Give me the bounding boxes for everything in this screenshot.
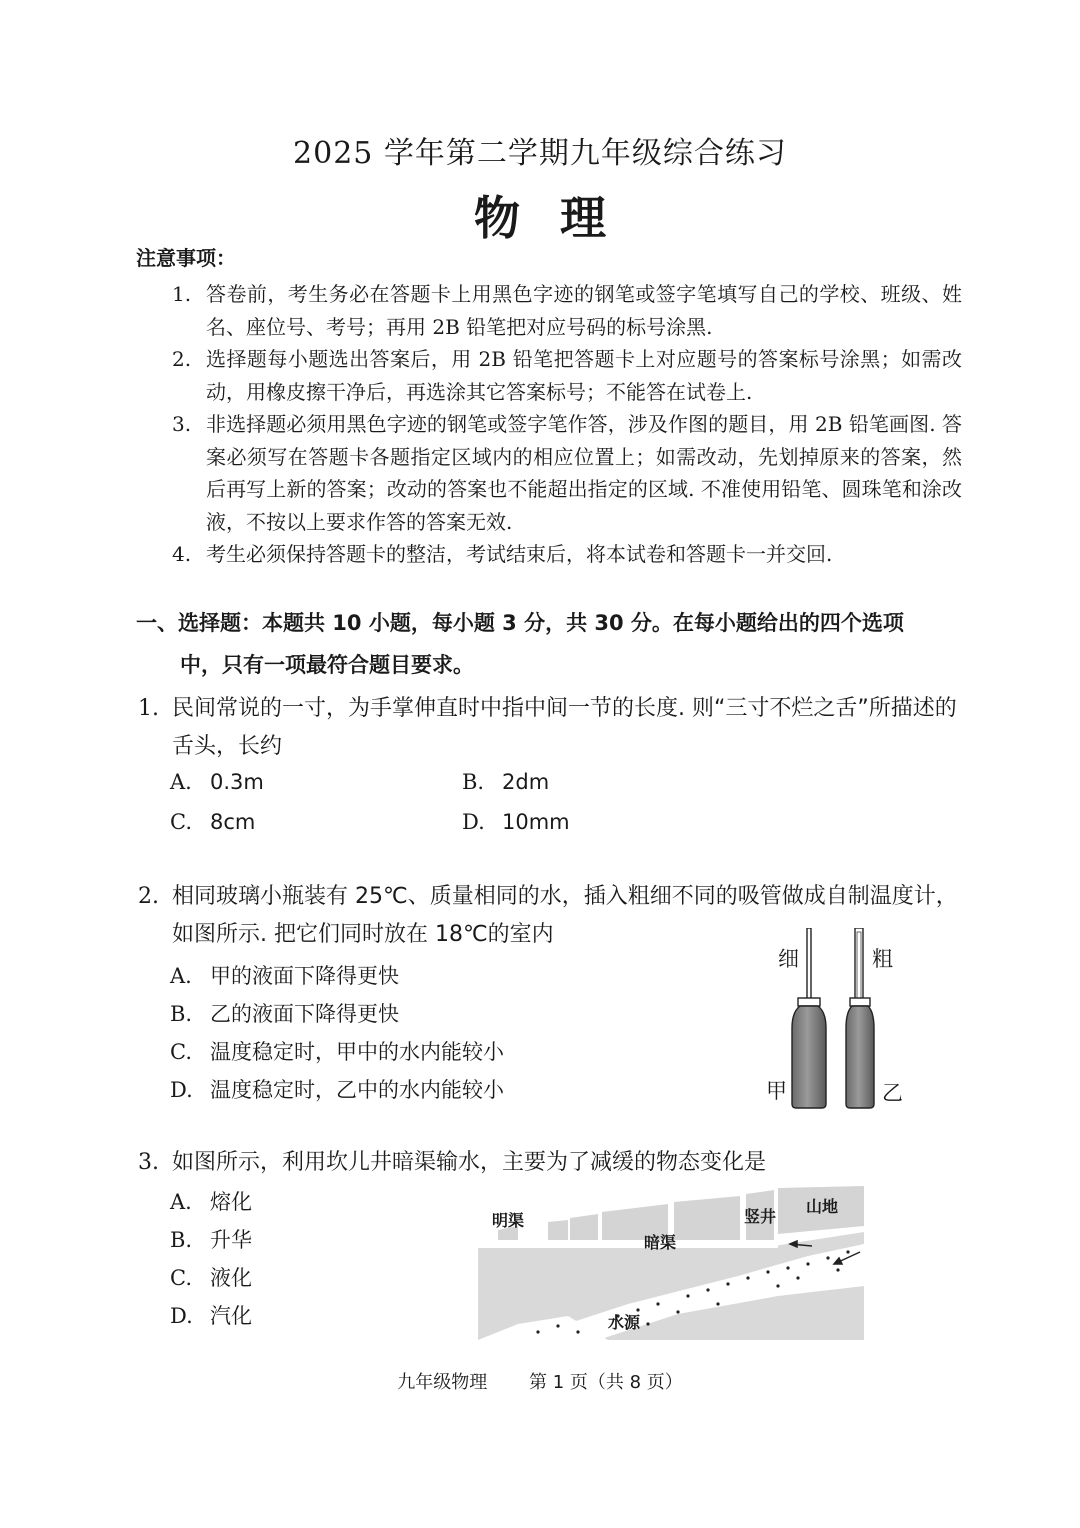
option-letter: B. (462, 770, 485, 794)
option-text: 乙的液面下降得更快 (210, 1002, 399, 1026)
option-a[interactable] (170, 770, 264, 794)
option-letter: C. (170, 1040, 192, 1064)
notice-list (172, 278, 962, 571)
option-letter: D. (462, 810, 485, 834)
option-c[interactable] (170, 1262, 252, 1292)
option-letter: A. (170, 1190, 192, 1214)
notice-item-number: 1. (172, 282, 192, 306)
option-text: 8cm (210, 810, 256, 834)
label-jia: 甲 (766, 1079, 787, 1103)
question-stem: 相同玻璃小瓶装有 25℃、质量相同的水，插入粗细不同的吸管做成自制温度计，如图所示. 把它们同时放在 18℃的室内 (172, 884, 958, 947)
option-b[interactable] (462, 770, 549, 794)
option-text: 甲的液面下降得更快 (210, 964, 399, 988)
footer-page-number: 第 1 页（共 8 页） (528, 1372, 683, 1393)
thermometer-bottles-figure (760, 928, 910, 1113)
option-text: 汽化 (210, 1304, 252, 1328)
option-d[interactable] (170, 1074, 504, 1104)
label-hidden-canal: 暗渠 (644, 1233, 677, 1252)
option-a[interactable] (170, 1186, 252, 1216)
notice-item-text: 考生必须保持答题卡的整洁，考试结束后，将本试卷和答题卡一并交回. (206, 542, 833, 566)
question-number: 2. (138, 884, 159, 909)
option-d[interactable] (170, 1300, 252, 1330)
option-c[interactable] (170, 1036, 504, 1066)
label-thick: 粗 (872, 947, 893, 971)
section-heading-line1: 一、选择题：本题共 10 小题，每小题 3 分，共 30 分。在每小题给出的四个选项 (136, 611, 904, 635)
question-stem: 民间常说的一寸，为手掌伸直时中指中间一节的长度. 则“三寸不烂之舌”所描述的舌头，长约 (172, 696, 957, 759)
question-1 (138, 690, 958, 766)
label-yi: 乙 (882, 1081, 903, 1105)
option-letter: A. (170, 770, 192, 794)
option-letter: C. (170, 1266, 192, 1290)
notice-item-text: 非选择题必须用黑色字迹的钢笔或签字笔作答，涉及作图的题目，用 2B 铅笔画图. 答案必须写在答题卡各题指定区域内的相应位置上；如需改动，先划掉原来的答案，然后再写上新的答案；改动的答案也不能超出指定的区域. 不准使用铅笔、圆珠笔和涂改液，不按以上要求作答的答案无效. (206, 412, 962, 534)
notice-item (172, 408, 962, 538)
question-number: 1. (138, 696, 159, 721)
option-d[interactable] (462, 810, 570, 834)
section-heading-line2: 中，只有一项最符合题目要求。 (180, 653, 474, 677)
question-3 (138, 1144, 958, 1182)
label-mountain: 山地 (806, 1197, 839, 1216)
option-letter: B. (170, 1002, 193, 1026)
option-letter: A. (170, 964, 192, 988)
option-text: 温度稳定时，乙中的水内能较小 (210, 1078, 504, 1102)
option-letter: D. (170, 1304, 193, 1328)
option-text: 10mm (502, 810, 570, 834)
label-water-source: 水源 (608, 1313, 641, 1332)
option-text: 熔化 (210, 1190, 252, 1214)
option-letter: C. (170, 810, 192, 834)
notice-item-number: 2. (172, 347, 192, 371)
option-text: 0.3m (210, 770, 264, 794)
notice-item (172, 343, 962, 408)
karez-diagram (478, 1186, 864, 1340)
option-b[interactable] (170, 998, 399, 1028)
notice-item (172, 538, 962, 571)
option-letter: D. (170, 1078, 193, 1102)
option-text: 液化 (210, 1266, 252, 1290)
thick-straw-bottle (846, 928, 874, 1108)
option-a[interactable] (170, 960, 399, 990)
label-shaft: 竖井 (744, 1207, 777, 1226)
notice-item-number: 4. (172, 542, 192, 566)
option-c[interactable] (170, 810, 255, 834)
question-stem: 如图所示，利用坎儿井暗渠输水，主要为了减缓的物态变化是 (172, 1150, 767, 1175)
label-thin: 细 (778, 947, 799, 971)
notice-item (172, 278, 962, 343)
section-heading (136, 602, 956, 686)
option-text: 升华 (210, 1228, 252, 1252)
option-b[interactable] (170, 1224, 252, 1254)
footer-subject: 九年级物理 (397, 1372, 488, 1393)
option-letter: B. (170, 1228, 193, 1252)
notice-heading: 注意事项： (136, 246, 236, 270)
option-text: 2dm (502, 770, 550, 794)
notice-item-text: 选择题每小题选出答案后，用 2B 铅笔把答题卡上对应题号的答案标号涂黑；如需改动，用橡皮擦干净后，再选涂其它答案标号；不能答在试卷上. (206, 347, 962, 404)
subject-title: 物理 (474, 191, 646, 245)
notice-item-text: 答卷前，考生务必在答题卡上用黑色字迹的钢笔或签字笔填写自己的学校、班级、姓名、座位号、考号；再用 2B 铅笔把对应号码的标号涂黑. (206, 282, 962, 339)
option-text: 温度稳定时，甲中的水内能较小 (210, 1040, 504, 1064)
exam-title: 2025 学年第二学期九年级综合练习 (293, 136, 787, 171)
question-number: 3. (138, 1150, 159, 1175)
label-open-canal: 明渠 (492, 1211, 525, 1230)
notice-item-number: 3. (172, 412, 192, 436)
page-footer (0, 1368, 1080, 1394)
